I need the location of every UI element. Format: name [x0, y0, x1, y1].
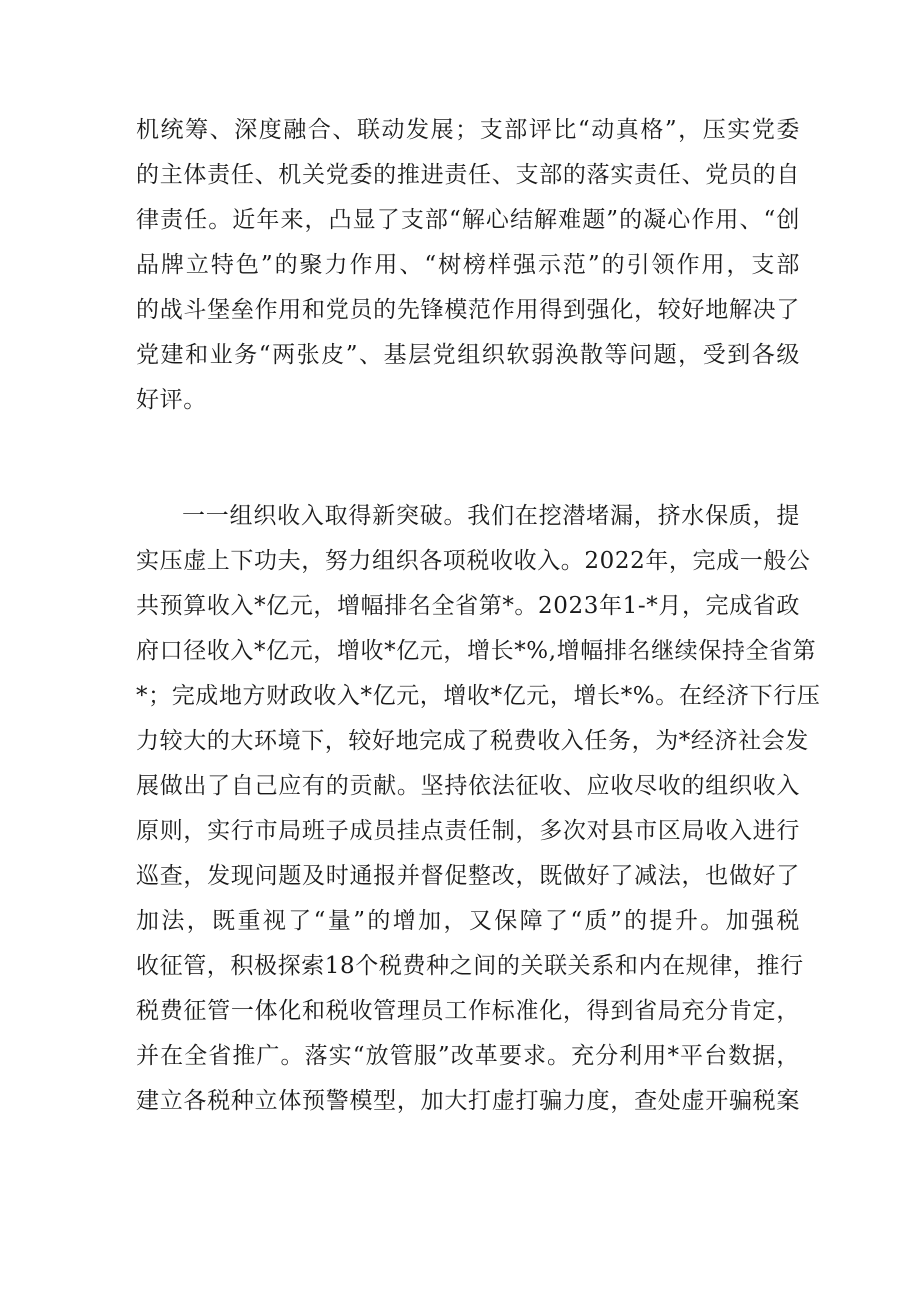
paragraph2-line-13: 并在全省推广。落实“放管服”改革要求。充分利用*平台数据，: [136, 1043, 800, 1069]
paragraph1-line-6: 党建和业务“两张皮”、基层党组织软弱涣散等问题，受到各级: [136, 342, 800, 368]
paragraph1-line-7: 好评。: [136, 387, 207, 413]
paragraph1-line-3: 律责任。近年来，凸显了支部“解心结解难题”的凝心作用、“创: [136, 207, 800, 233]
paragraph2-line-1: 一一组织收入取得新突破。我们在挖潜堵漏，挤水保质，提: [182, 503, 800, 529]
paragraph2-line-9: 巡查，发现问题及时通报并督促整改，既做好了减法，也做好了: [136, 863, 800, 889]
paragraph2-line-7: 展做出了自己应有的贡献。坚持依法征收、应收尽收的组织收入: [136, 773, 800, 799]
paragraph2-line-3: 共预算收入*亿元，增幅排名全省第*。2023年1-*月，完成省政: [136, 593, 800, 619]
paragraph2-line-12: 税费征管一体化和税收管理员工作标准化，得到省局充分肯定，: [136, 998, 800, 1024]
paragraph2-line-4: 府口径收入*亿元，增收*亿元，增长*%,增幅排名继续保持全省第: [136, 638, 817, 664]
paragraph1-line-4: 品牌立特色”的聚力作用、“树榜样强示范”的引领作用，支部: [136, 252, 800, 278]
paragraph1-line-5: 的战斗堡垒作用和党员的先锋模范作用得到强化，较好地解决了: [136, 297, 800, 323]
paragraph2-line-5: *；完成地方财政收入*亿元，增收*亿元，增长*%。在经济下行压: [136, 683, 821, 709]
paragraph1-line-2: 的主体责任、机关党委的推进责任、支部的落实责任、党员的自: [136, 162, 800, 188]
paragraph2-line-10: 加法，既重视了“量”的增加，又保障了“质”的提升。加强税: [136, 908, 800, 934]
paragraph2-line-8: 原则，实行市局班子成员挂点责任制，多次对县市区局收入进行: [136, 818, 800, 844]
paragraph1-line-1: 机统筹、深度融合、联动发展；支部评比“动真格”，压实党委: [136, 117, 800, 143]
paragraph2-line-6: 力较大的大环境下，较好地完成了税费收入任务，为*经济社会发: [136, 728, 809, 754]
paragraph2-line-11: 收征管，积极探索18个税费种之间的关联关系和内在规律，推行: [136, 953, 804, 979]
paragraph2-line-14: 建立各税种立体预警模型，加大打虚打骗力度，查处虚开骗税案: [136, 1088, 800, 1114]
paragraph2-line-2: 实压虚上下功夫，努力组织各项税收收入。2022年，完成一般公: [136, 548, 811, 574]
